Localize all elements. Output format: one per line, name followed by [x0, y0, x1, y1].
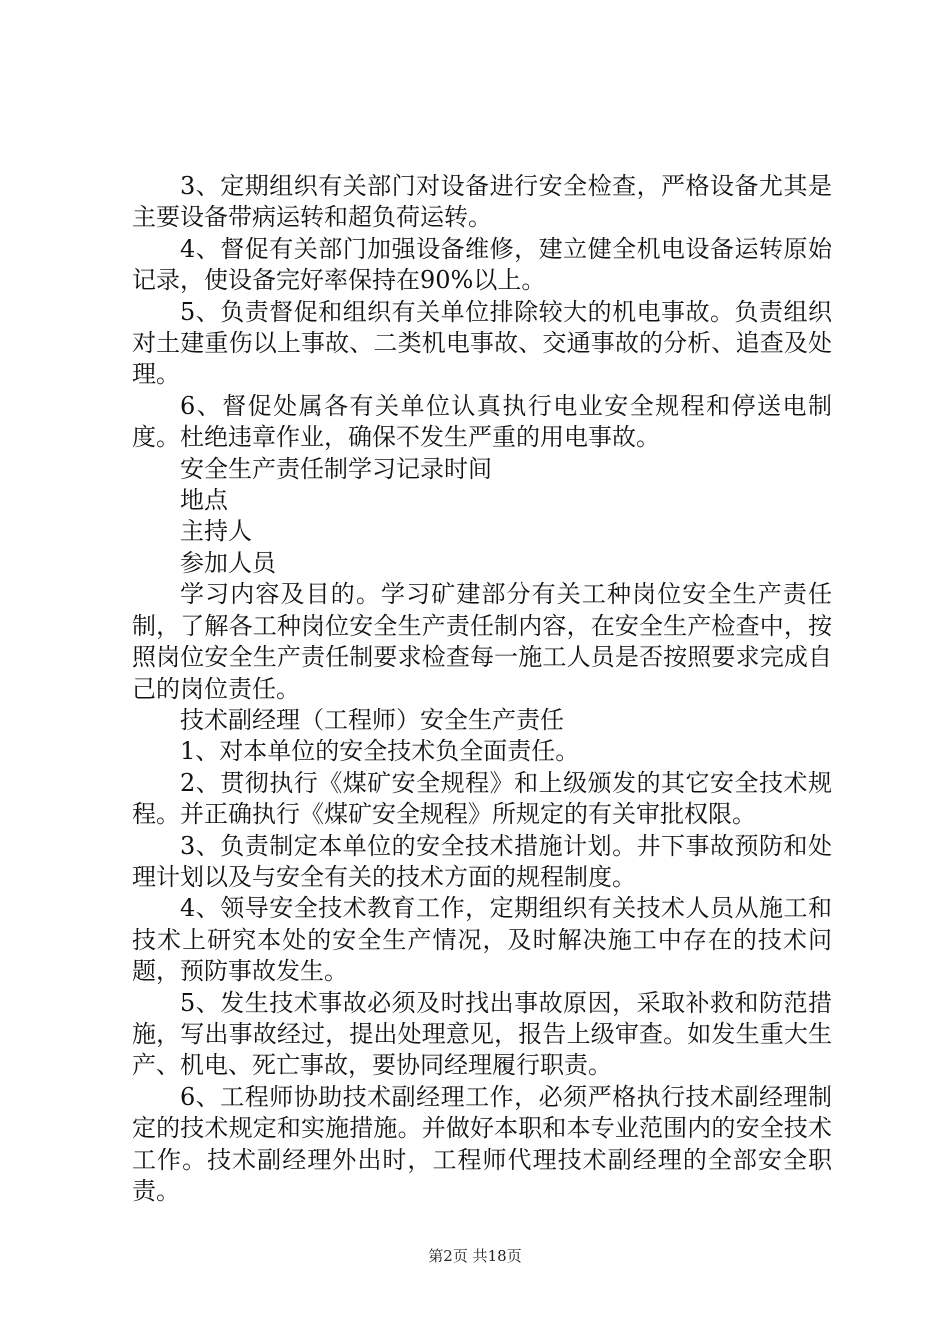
- host-label: 主持人: [180, 517, 252, 546]
- study-record-time-label: 安全生产责任制学习记录时间: [180, 454, 492, 483]
- paragraph-technical-item-6: 6、工程师协助技术副经理工作，必须严格执行技术副经理制定的技术规定和实施措施。并做好本职和本专业范围内的安全技术工作。技术副经理外出时，工程师代理技术副经理的全部安全职责。: [132, 1082, 832, 1205]
- page-footer: [0, 1246, 950, 1266]
- paragraph-accident-handling: 5、负责督促和组织有关单位排除较大的机电事故。负责组织对土建重伤以上事故、二类机电事故、交通事故的分析、追查及处理。: [132, 297, 832, 389]
- section-heading-technical-deputy: 技术副经理（工程师）安全生产责任: [180, 705, 564, 734]
- paragraph-technical-item-4: 4、领导安全技术教育工作，定期组织有关技术人员从施工和技术上研究本处的安全生产情况，及时解决施工中存在的技术问题，预防事故发生。: [132, 894, 832, 986]
- document-body: [132, 171, 832, 1207]
- paragraph-technical-item-1: 1、对本单位的安全技术负全面责任。: [180, 737, 580, 766]
- paragraph-technical-item-3: 3、负责制定本单位的安全技术措施计划。井下事故预防和处理计划以及与安全有关的技术方面的规程制度。: [132, 831, 832, 891]
- paragraph-technical-item-5: 5、发生技术事故必须及时找出事故原因，采取补救和防范措施，写出事故经过，提出处理意见，报告上级审查。如发生重大生产、机电、死亡事故，要协同经理履行职责。: [132, 988, 832, 1080]
- participants-label: 参加人员: [180, 548, 276, 577]
- paragraph-equipment-maintenance: 4、督促有关部门加强设备维修，建立健全机电设备运转原始记录，使设备完好率保持在90%以上。: [132, 234, 832, 295]
- location-label: 地点: [180, 486, 228, 515]
- paragraph-electrical-safety: 6、督促处属各有关单位认真执行电业安全规程和停送电制度。杜绝违章作业，确保不发生严重的用电事故。: [132, 391, 832, 452]
- paragraph-study-purpose: 学习内容及目的。学习矿建部分有关工种岗位安全生产责任制，了解各工种岗位安全生产责任制内容，在安全生产检查中，按照岗位安全生产责任制要求检查每一施工人员是否按照要求完成自己的岗位责任。: [132, 580, 832, 703]
- paragraph-equipment-inspection: 3、定期组织有关部门对设备进行安全检查，严格设备尤其是主要设备带病运转和超负荷运转。: [132, 172, 832, 232]
- paragraph-technical-item-2: 2、贯彻执行《煤矿安全规程》和上级颁发的其它安全技术规程。并正确执行《煤矿安全规程》所规定的有关审批权限。: [132, 768, 832, 829]
- page-number: 第2页 共18页: [428, 1247, 522, 1265]
